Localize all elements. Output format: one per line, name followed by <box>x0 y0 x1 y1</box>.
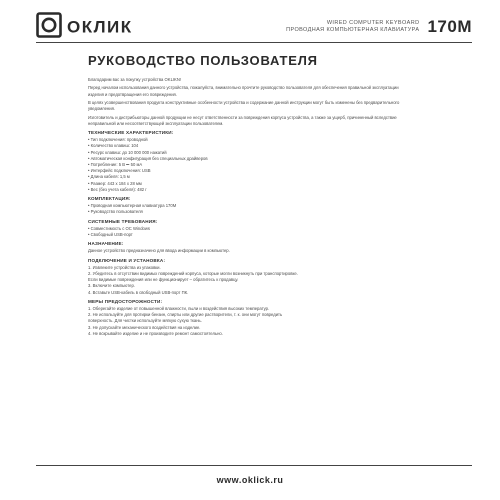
product-type-en: WIRED COMPUTER KEYBOARD <box>326 20 420 26</box>
header-divider <box>36 42 472 43</box>
list-item: 3. Не допускайте механического воздействия на изделие. <box>88 324 201 330</box>
list-item: • Совместимость с ОС Windows <box>88 226 408 232</box>
intro-paragraph: Изготовитель и дистрибьюторы данной продукции не несут ответственности за повреждения корпуса устройства, а также за ущерб, причиненный вследствие неправильной или несоответствующей эксплуатации пользователем. <box>88 114 397 126</box>
section-heading: ПОДКЛЮЧЕНИЕ И УСТАНОВКА: <box>88 257 166 263</box>
package-section <box>88 196 408 216</box>
install-section <box>88 258 408 296</box>
list-item: Если видимые повреждения или не функционирует – обратитесь к продавцу. <box>88 277 239 283</box>
list-item: • Длина кабеля: 1,5 м <box>88 174 408 180</box>
list-item: • Количество клавиш: 104 <box>88 143 408 149</box>
list-item: 4. Не вскрывайте изделие и не производите ремонт самостоятельно. <box>88 330 223 336</box>
section-heading: НАЗНАЧЕНИЕ: <box>88 241 124 247</box>
list-item: • Проводная компьютерная клавиатура 170M <box>88 203 408 209</box>
list-item: 2. Не используйте для протирки бензин, спирты или другие растворители, т. к. они могут повредить <box>88 312 283 318</box>
list-item: 2. Убедитесь в отсутствии видимых повреждений корпуса, которые могли возникнуть при транспортировке. <box>88 271 298 277</box>
intro-paragraph: Перед началом использования данного устройства, пожалуйста, внимательно прочтите руководство пользователя для обеспечения правильной эксплуатации изделия и предотвращения его повреждения. <box>88 85 399 97</box>
brand-name: ОКЛИК <box>67 17 133 37</box>
intro-paragraph: Благодарим вас за покупку устройства OKLIKN! <box>88 77 182 82</box>
model-number: 170M <box>427 17 472 36</box>
product-type-ru: ПРОВОДНАЯ КОМПЬЮТЕРНАЯ КЛАВИАТУРА <box>286 27 420 33</box>
list-item: • Тип подключения: проводной <box>88 137 408 143</box>
list-item: • Потребление: 5 В ⎓ 50 мА <box>88 162 408 168</box>
list-item: • Размер: 443 x 184 x 28 мм <box>88 181 408 187</box>
intro-paragraph: В целях усовершенствования продукта конструктивные особенности устройства и содержание данной инструкции могут быть изменены без предварительного уведомления. <box>88 99 400 112</box>
list-item: • Вес (без учета кабеля): 482 г <box>88 187 408 193</box>
header-product <box>286 16 472 38</box>
list-item: поверхность. Для чистки используйте мягкую сухую ткань. <box>88 318 202 324</box>
list-item: • Руководство пользователя <box>88 209 408 215</box>
list-item: • Свободный USB-порт <box>88 232 408 238</box>
document-header <box>36 8 472 42</box>
website-url: www.oklick.ru <box>216 475 284 485</box>
list-item: 3. Включите компьютер. <box>88 283 135 289</box>
list-item: 4. Вставьте USB-кабель в свободный USB-порт ПК. <box>88 289 189 295</box>
section-heading: СИСТЕМНЫЕ ТРЕБОВАНИЯ: <box>88 218 158 224</box>
list-item: 1. Оберегайте изделие от повышенной влажности, пыли и воздействия высоких температур. <box>88 306 270 312</box>
footer-divider <box>36 465 472 466</box>
list-item: • Автоматическая конфигурация без специальных драйверов <box>88 156 408 162</box>
list-item: 1. Извлеките устройства из упаковки. <box>88 264 161 270</box>
section-heading: МЕРЫ ПРЕДОСТОРОЖНОСТИ: <box>88 298 163 304</box>
specs-section <box>88 130 408 193</box>
manual-body <box>88 77 408 337</box>
purpose-section <box>88 241 408 254</box>
purpose-text: Данное устройство предназначено для ввода информации в компьютер. <box>88 248 230 254</box>
page-title: РУКОВОДСТВО ПОЛЬЗОВАТЕЛЯ <box>88 53 318 68</box>
requirements-section <box>88 219 408 239</box>
list-item: • Интерфейс подключения: USB <box>88 168 408 174</box>
oklick-logo <box>36 12 146 40</box>
section-heading: КОМПЛЕКТАЦИЯ: <box>88 196 131 202</box>
section-heading: ТЕХНИЧЕСКИЕ ХАРАКТЕРИСТИКИ: <box>88 129 174 135</box>
safety-section <box>88 299 408 337</box>
list-item: • Ресурс клавиш: до 10 000 000 нажатий <box>88 150 408 156</box>
